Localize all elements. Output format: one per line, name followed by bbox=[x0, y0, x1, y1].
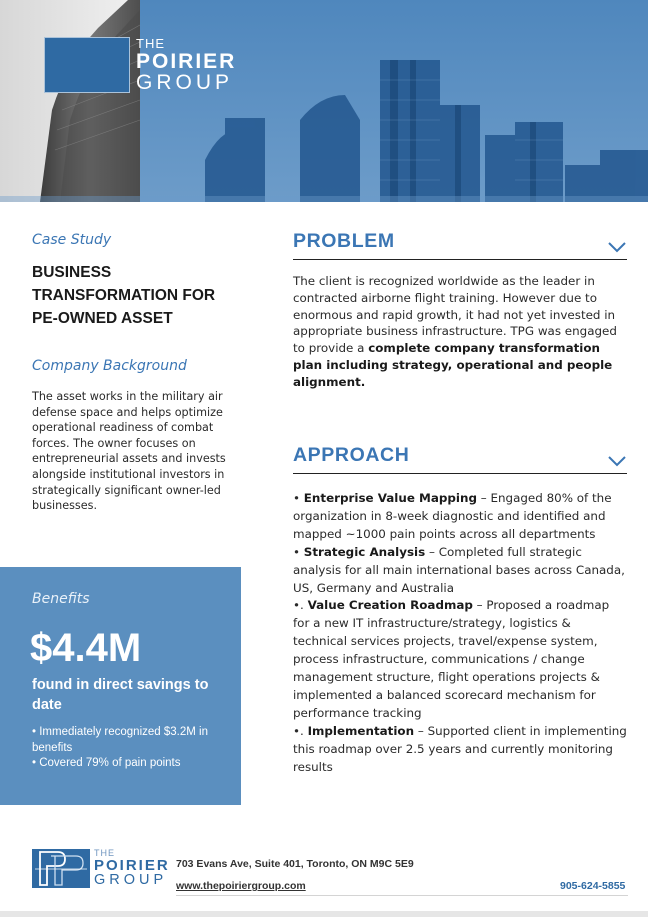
benefits-list bbox=[32, 725, 232, 772]
approach-item-text: – Engaged 80% of the organization in 8-week diagnostic and identified and mapped ~1000 pain points across all departments bbox=[293, 491, 612, 541]
bullet: • bbox=[293, 491, 304, 505]
title-line: BUSINESS bbox=[32, 264, 112, 281]
approach-item-text: – Supported client in implementing this roadmap over 2.5 years and currently monitoring results bbox=[293, 723, 627, 774]
bullet: •. bbox=[293, 598, 308, 613]
approach-item-label: Strategic Analysis bbox=[303, 544, 426, 559]
approach-item-text: – Completed full strategic analysis for all main international bases across Canada, US, Germany and Australia bbox=[293, 544, 625, 595]
problem-text-bold: complete company transformation plan including strategy, operational and people alignment. bbox=[293, 341, 613, 389]
logo-group-text: GROUP bbox=[94, 872, 168, 889]
footer-address: 703 Evans Ave, Suite 401, Toronto, ON M9C 5E9 bbox=[176, 858, 414, 870]
footer-divider bbox=[176, 895, 628, 896]
approach-item bbox=[293, 723, 628, 777]
company-background-text: The asset works in the military air defense space and helps optimize operational readiness of combat forces. The owner focuses on entrepreneurial assets and invests alongside institutional investors in strategically significant owner-led businesses. bbox=[32, 390, 226, 513]
logo-wordmark bbox=[136, 37, 236, 93]
company-background-label: Company Background bbox=[32, 358, 187, 374]
benefits-label: Benefits bbox=[32, 591, 90, 607]
logo-the-text: THE bbox=[136, 36, 165, 51]
logo-wordmark bbox=[94, 849, 170, 888]
approach-item bbox=[293, 544, 628, 598]
title-line: TRANSFORMATION FOR bbox=[32, 287, 216, 304]
hero-banner bbox=[0, 0, 648, 202]
approach-item bbox=[293, 597, 628, 722]
benefits-subtitle: found in direct savings to date bbox=[32, 677, 209, 713]
case-study-label: Case Study bbox=[32, 232, 112, 248]
problem-title: PROBLEM bbox=[293, 230, 395, 252]
approach-item bbox=[293, 490, 628, 544]
title-line: PE-OWNED ASSET bbox=[32, 310, 173, 327]
hero-logo bbox=[44, 37, 236, 93]
problem-section-header[interactable] bbox=[293, 228, 627, 260]
page-bottom-strip bbox=[0, 911, 648, 917]
footer-logo bbox=[32, 849, 170, 888]
approach-section-header[interactable] bbox=[293, 442, 627, 474]
logo-group-text: GROUP bbox=[136, 71, 234, 94]
approach-item-label: Value Creation Roadmap bbox=[307, 598, 473, 613]
problem-text bbox=[293, 273, 628, 391]
logo-mark-icon bbox=[32, 849, 90, 888]
benefits-amount: $4.4M bbox=[30, 626, 142, 670]
problem-text-plain: The client is recognized worldwide as the leader in contracted airborne flight training. However due to enormous and rapid growth, it had not yet invested in appropriate business infrastructure. TPG was engaged to provide a bbox=[293, 274, 617, 356]
approach-list bbox=[293, 490, 628, 777]
bullet: •. bbox=[293, 723, 308, 738]
benefits-item: • Immediately recognized $3.2M in benefits bbox=[32, 726, 208, 754]
approach-item-label: Implementation bbox=[307, 723, 415, 738]
website-link[interactable]: www.thepoiriergroup.com bbox=[176, 880, 306, 892]
logo-poirier-text: POIRIER bbox=[136, 50, 237, 73]
chevron-down-icon[interactable] bbox=[607, 241, 627, 253]
approach-item-label: Enterprise Value Mapping bbox=[303, 491, 477, 505]
benefits-item: • Covered 79% of pain points bbox=[32, 757, 181, 769]
city-skyline-image bbox=[0, 0, 648, 202]
phone-number[interactable]: 905-624-5855 bbox=[560, 880, 626, 892]
benefits-box bbox=[0, 567, 241, 805]
chevron-down-icon[interactable] bbox=[607, 455, 627, 467]
approach-title: APPROACH bbox=[293, 444, 410, 466]
page-title bbox=[32, 261, 252, 330]
logo-poirier-text: POIRIER bbox=[94, 857, 170, 875]
logo-the-text: THE bbox=[94, 848, 115, 859]
approach-item-text: – Proposed a roadmap for a new IT infrastructure/strategy, logistics & technical services projects, travel/expense system, process infrastructure, communications / change management structure, flight operations projects & implemented a balanced scorecard mechanism for performance tracking bbox=[293, 598, 610, 720]
bullet: • bbox=[293, 544, 304, 559]
logo-mark-icon bbox=[44, 37, 130, 93]
